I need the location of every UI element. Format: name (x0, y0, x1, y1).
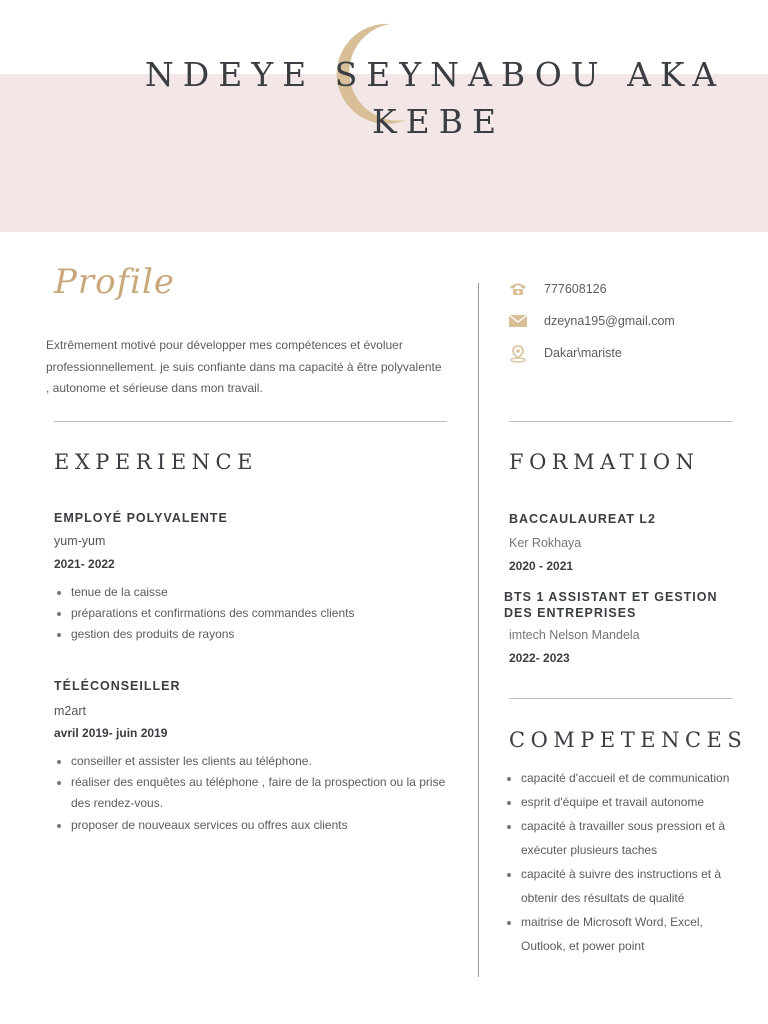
list-item: • proposer de nouveaux services ou offres aux clients (71, 815, 461, 836)
right-divider-2 (509, 698, 732, 699)
list-item: • gestion des produits de rayons (71, 624, 461, 645)
profile-text: Extrêmement motivé pour développer mes compétences et évoluer professionnellement. je suis confiante dans ma capacité à être polyvalente , autonome et sérieuse dans mon travail. (46, 338, 442, 395)
column-divider (478, 283, 479, 977)
list-item: • capacité à suivre des instructions et à obtenir des résultats de qualité (521, 862, 743, 910)
formation-2-dates: 2022- 2023 (509, 651, 570, 665)
mail-icon (508, 313, 528, 329)
job-1-company: yum-yum (54, 534, 106, 548)
email-text: dzeyna195@gmail.com (544, 314, 675, 328)
list-item: • conseiller et assister les clients au téléphone. (71, 751, 461, 772)
left-divider (54, 421, 447, 422)
contact-address (508, 343, 738, 365)
experience-title: EXPERIENCE (54, 450, 258, 474)
list-item: • capacité d'accueil et de communication (521, 766, 743, 790)
job-1-title: EMPLOYÉ POLYVALENTE (54, 511, 228, 525)
formation-1-school: Ker Rokhaya (509, 536, 582, 550)
phone-icon (508, 281, 528, 297)
job-2-title: TÉLÉCONSEILLER (54, 679, 181, 693)
location-pin-icon (508, 345, 528, 363)
formation-1-dates: 2020 - 2021 (509, 559, 574, 573)
formation-2-title: BTS 1 ASSISTANT ET GESTION DES ENTREPRISES (504, 590, 718, 620)
list-item: • préparations et confirmations des commandes clients (71, 603, 461, 624)
address-text: Dakar\mariste (544, 346, 622, 360)
list-item: • capacité à travailler sous pression et à exécuter plusieurs taches (521, 814, 743, 862)
job-2-company: m2art (54, 704, 86, 718)
formation-2-school: imtech Nelson Mandela (509, 628, 640, 642)
right-divider-1 (509, 421, 732, 422)
job-1-tasks (54, 582, 461, 646)
contact-phone (508, 279, 738, 301)
phone-text: 777608126 (544, 282, 607, 296)
job-1-dates: 2021- 2022 (54, 557, 115, 571)
competences-list (504, 766, 743, 958)
profile-heading: Profile (54, 262, 176, 302)
name-line-1: NDEYE SEYNABOU AKA (144, 55, 726, 94)
list-item: • réaliser des enquêtes au téléphone , faire de la prospection ou la prise des rendez-vous. (71, 772, 461, 814)
formation-1-title: BACCAULAUREAT L2 (509, 512, 657, 526)
contact-email (508, 311, 738, 333)
name-line-2-text: KEBE (372, 102, 506, 141)
competences-title: COMPETENCES (509, 728, 748, 752)
job-2-tasks (54, 751, 461, 836)
list-item: • tenue de la caisse (71, 582, 461, 603)
formation-title: FORMATION (509, 450, 700, 474)
list-item: • maitrise de Microsoft Word, Excel, Outlook, et power point (521, 910, 743, 958)
job-2-dates: avril 2019- juin 2019 (54, 726, 168, 740)
list-item: • esprit d'équipe et travail autonome (521, 790, 743, 814)
